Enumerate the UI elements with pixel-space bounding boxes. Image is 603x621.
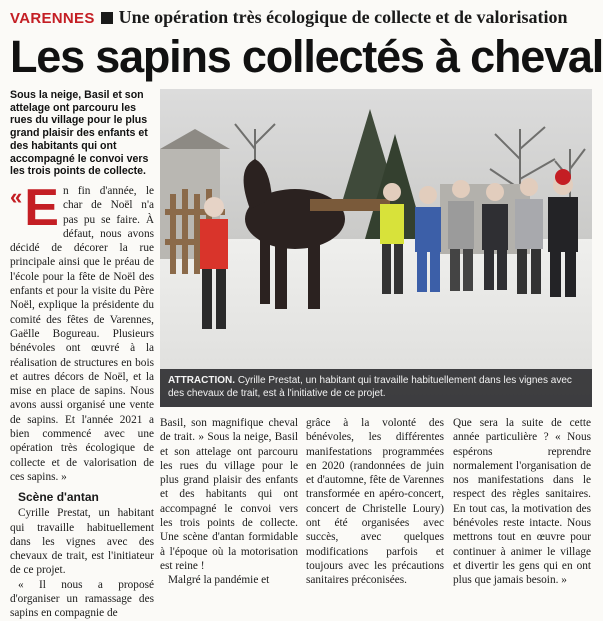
article-headline: Les sapins collectés à cheval <box>10 31 603 82</box>
article-lead: Sous la neige, Basil et son attelage ont parcouru les rues du village pour le plus grand plaisir des enfants et des habitants qui ont accompagné le convoi vers les trois points de collecte. <box>10 89 149 178</box>
article-column-3 <box>306 416 444 588</box>
article-column-4 <box>453 416 591 588</box>
article-paragraph: Cyrille Prestat, un habitant qui travaille habituellement dans les vignes avec des chevaux de trait, est l'initiateur de ce projet. <box>10 507 154 577</box>
caption-label: ATTRACTION. <box>168 375 236 386</box>
kicker-location: VARENNES <box>10 10 95 27</box>
caption-text: Cyrille Prestat, un habitant qui travaille habituellement dans les vignes avec des chevaux de trait, est à l'initiative de ce projet. <box>168 375 572 399</box>
article-paragraph: Que sera la suite de cette année particulière ? « Nous espérons reprendre normalement l'organisation de nos manifestations dans le respect des règles sanitaires. En tout cas, la motivation des bénévoles reste intacte. Nous mettrons tout en œuvre pour continuer à animer le village et divertir les gens qui en ont plus que jamais besoin. » <box>453 417 591 587</box>
kicker-title: Une opération très écologique de collecte et de valorisation <box>118 7 568 27</box>
article-column-2 <box>160 416 298 588</box>
article-paragraph: Malgré la pandémie et <box>168 574 270 587</box>
article-photo <box>160 89 592 407</box>
square-bullet-icon <box>101 12 113 24</box>
article-kicker <box>10 6 595 28</box>
open-quote-mark: « <box>10 184 23 209</box>
article-paragraph <box>10 179 154 484</box>
article-column-1 <box>10 179 154 621</box>
drop-cap: E <box>24 179 59 237</box>
paragraph-text: n fin d'année, le char de Noël n'a pas pu se faire. À défaut, nous avons décidé de décorer la rue principale ainsi que le préau de l'école pour la fête de Noël des enfants et pour la visite du Père Noël, explique la présidente du comité des fêtes de Varennes, Gaëlle Bogureau. Plusieurs bénévoles ont œuvré à la réalisation de structures en bois et autres décors de Noël, et la mise en place de sapins. Nous avons aussi organisé une vente de sapins. Et l'année 2021 a bien commencé avec une opération très écologique de collecte et de valorisation de ces sapins. » <box>10 185 154 483</box>
article-paragraph: Basil, son magnifique cheval de trait. » Sous la neige, Basil et son attelage ont parcouru les rues du village pour le plus grand plaisir des enfants et des habitants qui ont accompagné le convoi vers les trois points de collecte. Une scène d'antan formidable à l'époque où la motorisation est reine ! <box>160 417 298 572</box>
article-paragraph: grâce à la volonté des bénévoles, les différentes manifestations programmées en 2020 (randonnées de juin et d'automne, fête de Varennes transformée en apéro-concert, concert de Christelle Loury) ont été organisées avec succès, avec quelques modifications parfois et toujours avec les précautions sanitaires préconisées. <box>306 417 444 587</box>
photo-caption <box>160 369 592 407</box>
article-subhead: Scène d'antan <box>18 490 99 505</box>
article-paragraph: « Il nous a proposé d'organiser un ramassage des sapins en compagnie de <box>10 578 154 620</box>
photo-illustration <box>160 89 592 407</box>
